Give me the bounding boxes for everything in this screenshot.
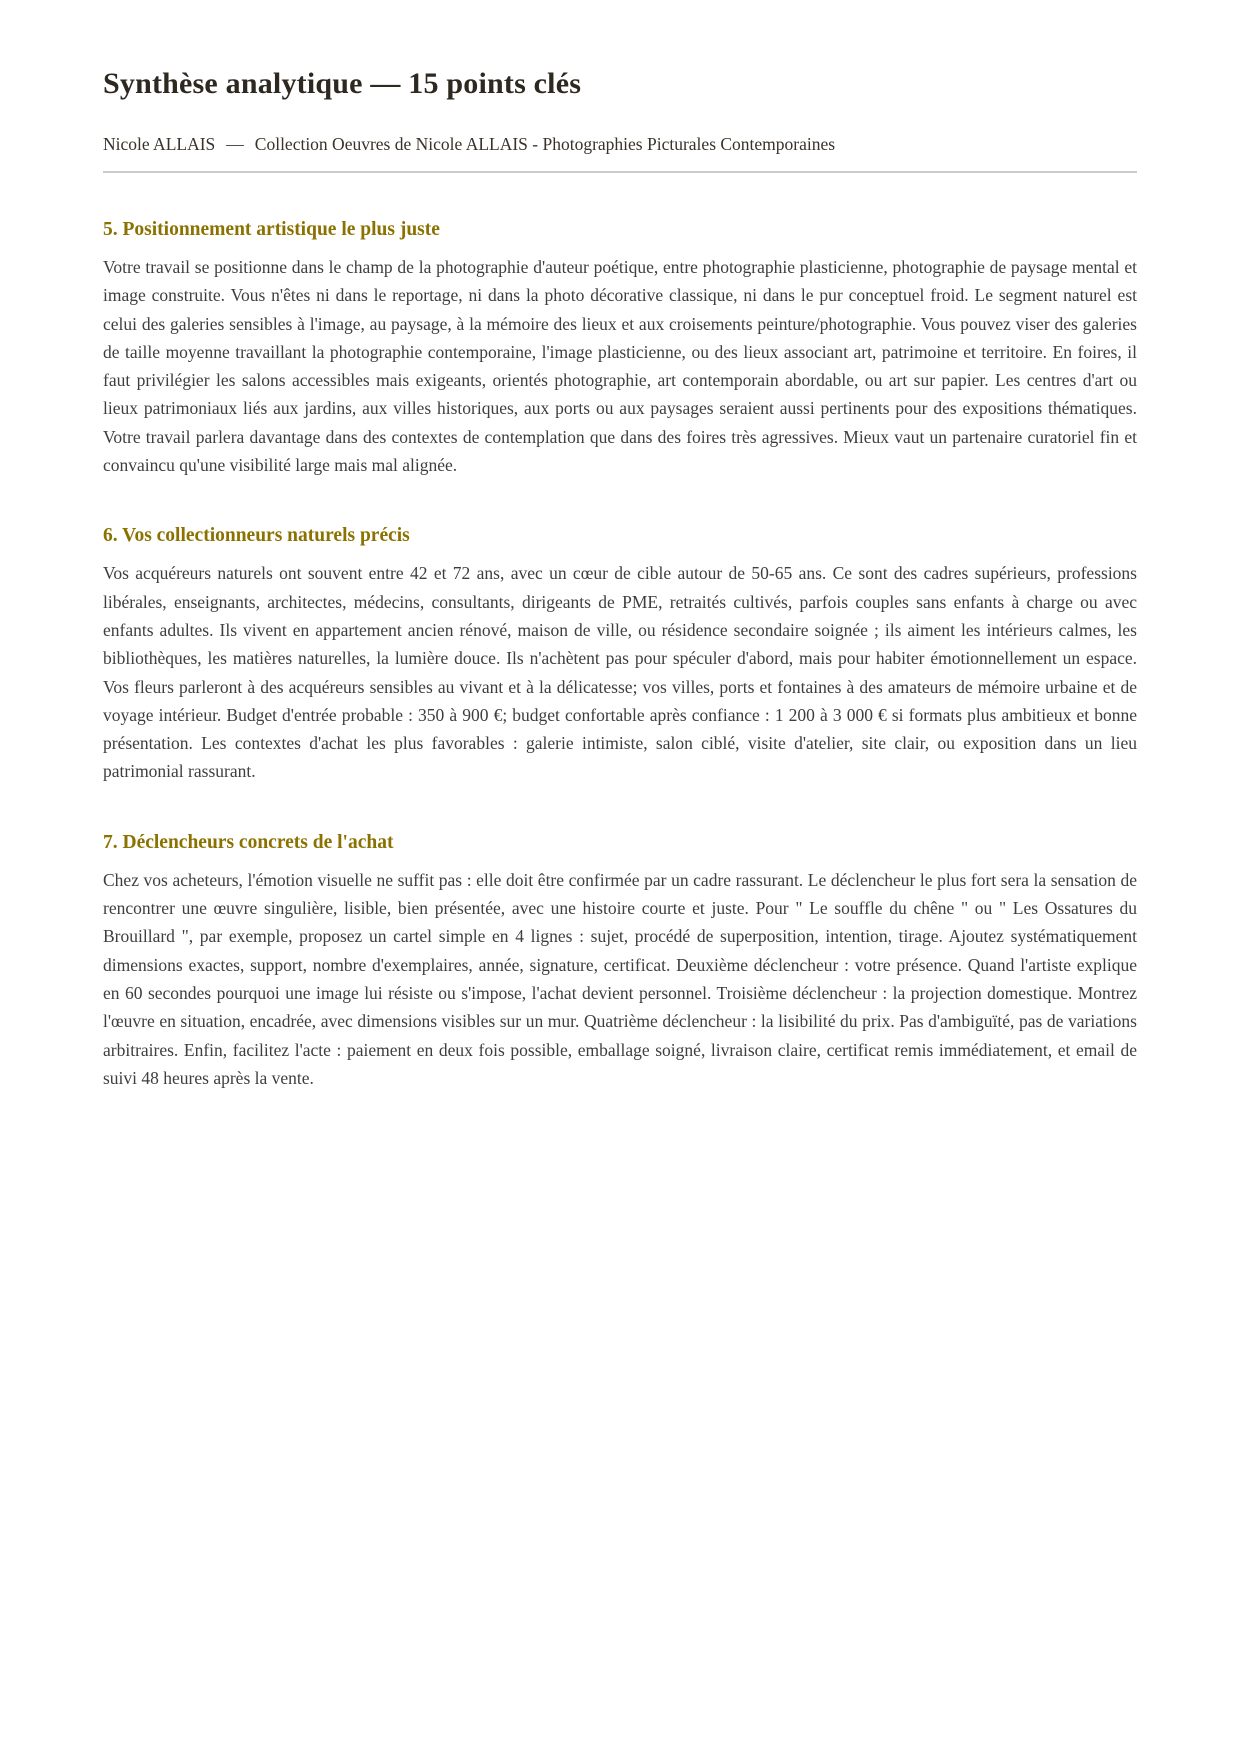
section-6-heading: 6. Vos collectionneurs naturels précis — [103, 525, 410, 547]
page-title: Synthèse analytique — 15 points clés — [103, 67, 582, 100]
section-positionnement — [103, 217, 1137, 479]
section-5-body: Votre travail se positionne dans le champ de la photographie d'auteur poétique, entre photographie plasticienne, photographie de paysage mental et image construite. Vous n'êtes ni dans le reportage, ni dans la photo décorative classique, ni dans le pur conceptuel froid. Le segment naturel est celui des galeries sensibles à l'image, au paysage, à la mémoire des lieux et aux croisements peinture/photographie. Vous pouvez viser des galeries de taille moyenne travaillant la photographie contemporaine, l'image plasticienne, ou des lieux associant art, patrimoine et territoire. En foires, il faut privilégier les salons accessibles mais exigeants, orientés photographie, art contemporain abordable, ou art sur papier. Les centres d'art ou lieux patrimoniaux liés aux jardins, aux villes historiques, aux ports ou aux paysages seraient aussi pertinents pour des expositions thématiques. Votre travail parlera davantage dans des contextes de contemplation que dans des foires très agressives. Mieux vaut un partenaire curatoriel fin et convaincu qu'une visibilité large mais mal alignée. — [103, 257, 1137, 476]
byline-author: Nicole ALLAIS — [103, 134, 216, 154]
document-header — [103, 66, 1137, 173]
byline — [103, 132, 1137, 156]
section-6-body: Vos acquéreurs naturels ont souvent entre 42 et 72 ans, avec un cœur de cible autour de 50-65 ans. Ce sont des cadres supérieurs, professions libérales, enseignants, architectes, médecins, consultants, dirigeants de PME, retraités cultivés, parfois couples sans enfants à charge ou avec enfants adultes. Ils vivent en appartement ancien rénové, maison de ville, ou résidence secondaire soignée ; ils aiment les intérieurs calmes, les bibliothèques, les matières naturelles, la lumière douce. Ils n'achètent pas pour spéculer d'abord, mais pour habiter émotionnellement un espace. Vos fleurs parleront à des acquéreurs sensibles au vivant et à la délicatesse; vos villes, ports et fontaines à des amateurs de mémoire urbaine et de voyage intérieur. Budget d'entrée probable : 350 à 900 €; budget confortable après confiance : 1 200 à 3 000 € si formats plus ambitieux et bonne présentation. Les contextes d'achat les plus favorables : galerie intimiste, salon ciblé, visite d'atelier, site clair, ou exposition dans un lieu patrimonial rassurant. — [103, 563, 1137, 782]
byline-separator: — — [226, 134, 244, 154]
section-declencheurs — [103, 830, 1137, 1092]
byline-collection: Collection Oeuvres de Nicole ALLAIS - Photographies Picturales Contemporaines — [254, 134, 836, 154]
section-collectionneurs — [103, 523, 1137, 785]
section-5-heading: 5. Positionnement artistique le plus juste — [103, 219, 440, 240]
header-divider — [103, 171, 1137, 173]
section-7-heading: 7. Déclencheurs concrets de l'achat — [103, 831, 394, 853]
section-7-body: Chez vos acheteurs, l'émotion visuelle ne suffit pas : elle doit être confirmée par un cadre rassurant. Le déclencheur le plus fort sera la sensation de rencontrer une œuvre singulière, lisible, bien présentée, avec une histoire courte et juste. Pour " Le souffle du chêne " ou " Les Ossatures du Brouillard ", par exemple, proposez un cartel simple en 4 lignes : sujet, procédé de superposition, intention, tirage. Ajoutez systématiquement dimensions exactes, support, nombre d'exemplaires, année, signature, certificat. Deuxième déclencheur : votre présence. Quand l'artiste explique en 60 secondes pourquoi une image lui résiste ou s'impose, l'achat devient personnel. Troisième déclencheur : la projection domestique. Montrez l'œuvre en situation, encadrée, avec dimensions visibles sur un mur. Quatrième déclencheur : la lisibilité du prix. Pas d'ambiguïté, pas de variations arbitraires. Enfin, facilitez l'acte : paiement en deux fois possible, emballage soigné, livraison claire, certificat remis immédiatement, et email de suivi 48 heures après la vente. — [103, 869, 1137, 1088]
